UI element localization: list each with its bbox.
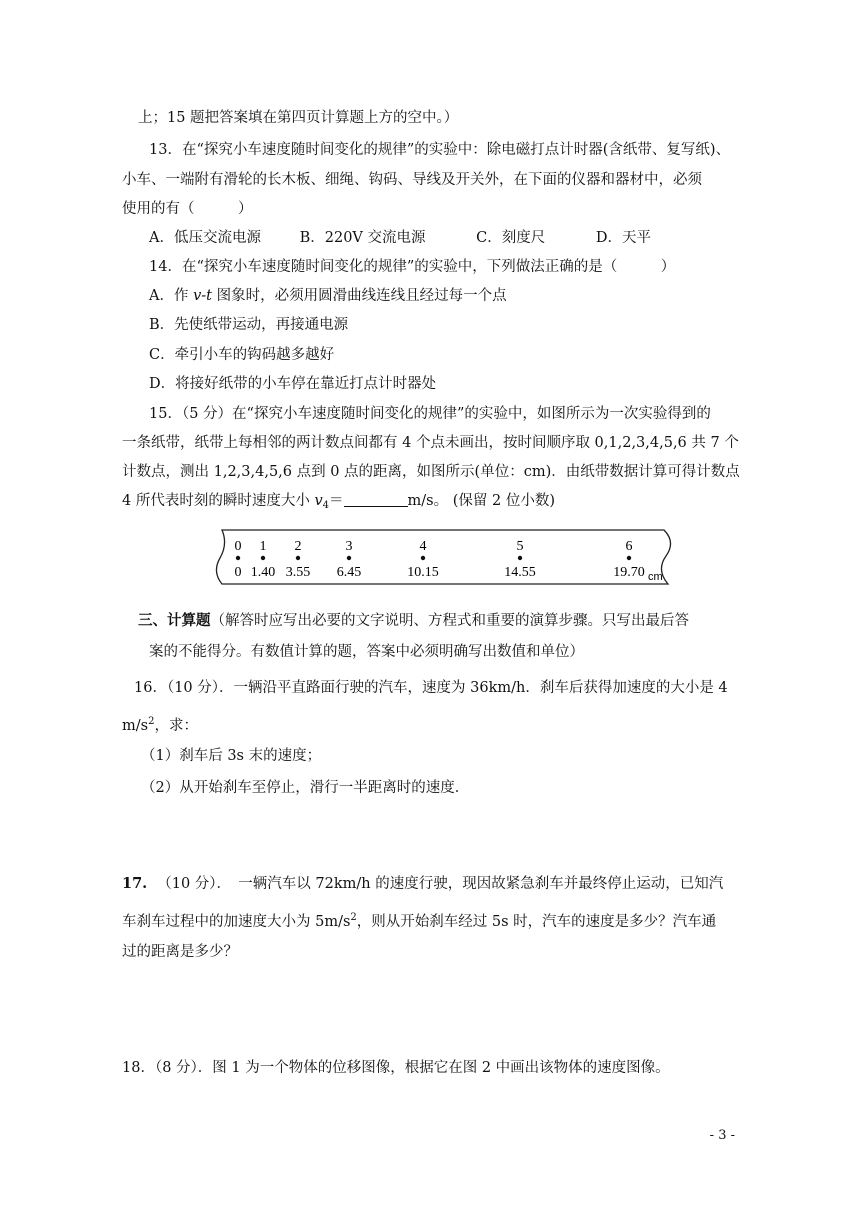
tape-point-label: 6 (625, 539, 633, 554)
section3-intro: （解答时应写出必要的文字说明、方程式和重要的演算步骤。只写出最后答 (210, 613, 689, 629)
tape-distance-label: 3.55 (285, 565, 311, 580)
q14-option-b: B．先使纸带运动，再接通电源 (149, 317, 349, 333)
q16-part1: （1）刹车后 3s 末的速度； (141, 748, 322, 764)
answer-blank[interactable] (344, 492, 408, 507)
tape-outline (216, 530, 670, 584)
tape-point-label: 1 (259, 539, 267, 554)
tape-dot (296, 556, 300, 560)
paper-tape-figure (210, 526, 676, 588)
q16-unit-sup: 2 (148, 716, 155, 727)
q13-option-a: A．低压交流电源 (149, 230, 261, 246)
tape-point-label: 5 (516, 539, 524, 554)
q16-line2 (122, 712, 198, 736)
q13-option-d: D．天平 (595, 230, 651, 246)
tape-distance-label: 6.45 (336, 565, 362, 580)
q15-line4-pre: 4 所代表时刻的瞬时速度大小 (122, 493, 315, 509)
q13-line3: 使用的有（ ） (122, 201, 253, 217)
tape-dot (421, 556, 425, 560)
q17-line2-post: ，则从开始刹车经过 5s 时，汽车的速度是多少？汽车通 (356, 914, 717, 930)
q14-option-a-post: 图象时，必须用圆滑曲线连线且经过每一个点 (212, 288, 507, 304)
tape-distance-label: 19.70 (613, 565, 645, 580)
tape-dot (627, 556, 631, 560)
q17-unit-sup: 2 (350, 912, 357, 923)
tape-distance-label: 14.55 (504, 565, 536, 580)
q15-equals: ＝ (329, 493, 344, 509)
q13-option-b: B．220V 交流电源 (299, 230, 426, 246)
tape-point-label: 0 (234, 539, 242, 554)
tape-distance-label: 0 (234, 565, 242, 580)
q16-line1: 16．（10 分）．一辆沿平直路面行驶的汽车，速度为 36km/h．刹车后获得加速度的大小是 4 (134, 680, 728, 696)
q14-option-a (149, 286, 507, 306)
tape-dot (347, 556, 351, 560)
q14-option-a-italic: v-t (193, 288, 213, 304)
tape-point-label: 4 (419, 539, 427, 554)
q14-stem: 14．在“探究小车速度随时间变化的规律”的实验中，下列做法正确的是（ ） (149, 259, 676, 275)
q14-option-d: D．将接好纸带的小车停在靠近打点计时器处 (149, 376, 437, 392)
tape-point-label: 2 (294, 539, 302, 554)
q14-option-a-pre: A．作 (149, 288, 194, 304)
q17-line1 (122, 874, 723, 894)
q16-part2: （2）从开始刹车至停止，滑行一半距离时的速度． (141, 780, 470, 796)
tape-distance-label: 10.15 (407, 565, 439, 580)
q15-line3: 计数点，测出 1,2,3,4,5,6 点到 0 点的距离，如图所示(单位：cm)．由纸带数据计算可得计数点 (122, 464, 740, 480)
q15-line4-post: m/s。 (保留 2 位小数) (407, 493, 555, 509)
q17-line2 (122, 908, 716, 932)
section3-heading: 三、计算题 (138, 612, 211, 629)
tape-distance-label: 1.40 (250, 565, 276, 580)
tape-point-label: 3 (345, 539, 353, 554)
q17-number: 17. (122, 875, 148, 892)
tape-dot (518, 556, 522, 560)
q13-options (149, 228, 651, 248)
q15-line2: 一条纸带，纸带上每相邻的两计数点间都有 4 个点未画出，按时间顺序取 0,1,2,3,4,5,6 共 7 个 (122, 435, 739, 451)
q13-option-c: C．刻度尺 (476, 230, 546, 246)
q15-line4 (122, 491, 555, 516)
q18-line1: 18．（8 分）．图 1 为一个物体的位移图像，根据它在图 2 中画出该物体的速度图像。 (122, 1060, 670, 1076)
q13-line1: 13．在“探究小车速度随时间变化的规律”的实验中：除电磁打点计时器(含纸带、复写纸)、 (149, 142, 731, 158)
q15-velocity-symbol: v (314, 493, 323, 509)
q14-option-c: C．牵引小车的钩码越多越好 (149, 347, 335, 363)
q17-text: （10 分）． 一辆汽车以 72km/h 的速度行驶，现因故紧急刹车并最终停止运动，已知汽 (157, 876, 724, 892)
page-number: - 3 - (709, 1128, 735, 1143)
q15-line1: 15．（5 分）在“探究小车速度随时间变化的规律”的实验中，如图所示为一次实验得到的 (149, 406, 711, 422)
q17-line2-pre: 车刹车过程中的加速度大小为 5m/s (122, 914, 351, 930)
tape-dot (261, 556, 265, 560)
q17-line3: 过的距离是多少？ (122, 944, 238, 960)
q13-line2: 小车、一端附有滑轮的长木板、细绳、钩码、导线及开关外，在下面的仪器和器材中，必须 (122, 172, 702, 188)
q16-unit: m/s (122, 718, 149, 734)
tape-unit: cm (648, 571, 663, 583)
tape-dot (236, 556, 240, 560)
section3-line1 (138, 611, 689, 631)
section3-line2: 案的不能得分。有数值计算的题，答案中必须明确写出数值和单位） (149, 644, 584, 660)
q15-velocity-subscript: 4 (322, 500, 330, 511)
q16-line2-post: ，求： (154, 718, 198, 734)
intro-line: 上；15 题把答案填在第四页计算题上方的空中。） (138, 110, 459, 126)
